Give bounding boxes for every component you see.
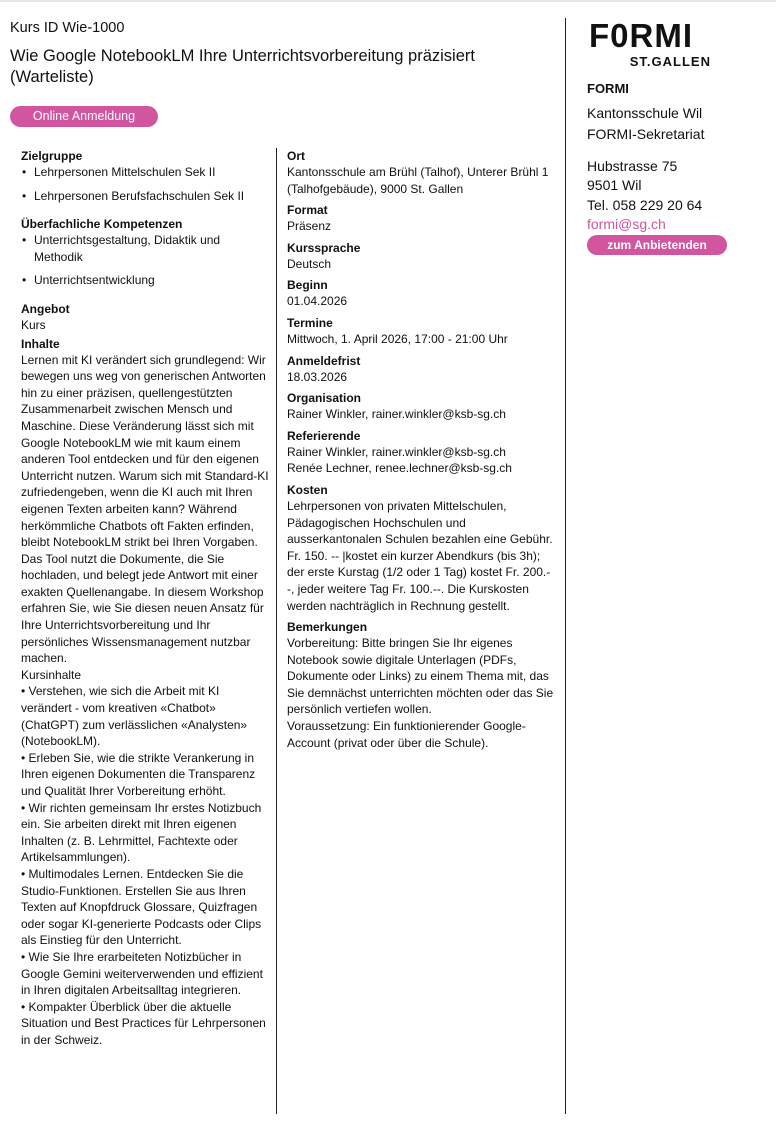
list-item: • Lehrpersonen Berufsfachschulen Sek II: [21, 188, 269, 205]
content-heading: Inhalte: [21, 336, 60, 351]
deadline-value: 18.03.2026: [287, 369, 348, 384]
sidebar-divider: [565, 18, 566, 1114]
logo-wordmark: F0RMI: [589, 17, 693, 54]
target-group-list: [21, 164, 269, 204]
list-item: • Unterrichtsgestaltung, Didaktik und Methodik: [21, 232, 269, 265]
deadline-heading: Anmeldefrist: [287, 353, 361, 368]
to-provider-button[interactable]: zum Anbietenden: [587, 235, 727, 255]
competences-heading: Überfachliche Kompetenzen: [21, 217, 183, 232]
list-item: • Lehrpersonen Mittelschulen Sek II: [21, 164, 269, 181]
top-border: [0, 0, 776, 2]
competences-list: [21, 232, 269, 289]
format-heading: Format: [287, 203, 328, 218]
dates-heading: Termine: [287, 315, 333, 330]
start-heading: Beginn: [287, 278, 328, 293]
column-divider: [276, 148, 277, 1114]
language-heading: Kurssprache: [287, 240, 361, 255]
speakers-value: Rainer Winkler, rainer.winkler@ksb-sg.ch Renée Lechner, renee.lechner@ksb-sg.ch: [287, 444, 512, 476]
location-value: Kantonsschule am Brühl (Talhof), Unterer Brühl 1 (Talhofgebäude), 9000 St. Gallen: [287, 165, 549, 196]
language-value: Deutsch: [287, 256, 332, 271]
provider-address: Hubstrasse 75 9501 Wil: [587, 158, 678, 193]
remarks-heading: Bemerkungen: [287, 620, 368, 635]
costs-heading: Kosten: [287, 482, 328, 497]
content-text: Lernen mit KI verändert sich grundlegend: Wir bewegen uns weg von generischen Antworten hin zu einer präzisen, quellengestützten Zusammenarbeit zwischen Mensch und Maschine. Diese Veränderung lässt sich mit Google NotebookLM wie mit kaum einem anderen Tool entdecken und für den eigenen Unterricht nutzen. Warum sich mit Standard-KI zufriedengeben, wenn die KI auch mit Ihren eigenen Texten arbeiten kann? Während herkömmliche Chatbots oft Fakten erfinden, bleibt NotebookLM strikt bei Ihren Vorgaben. Das Tool nutzt die Dokumente, die Sie hochladen, und belegt jede Antwort mit einer exakten Quellenangabe. In diesem Workshop erfahren Sie, wie Sie diesen neuen Ansatz für Ihre Unterrichtsvorbereitung und Ihr persönliches Wissensmanagement nutzbar machen. Kursinhalte • Verstehen, wie sich die Arbeit mit KI verändert - vom kreativen «Chatbot» (ChatGPT) zum verlässlichen «Analysten» (NotebookLM). • Erleben Sie, wie die strikte Verankerung in Ihren eigenen Dokumenten die Transparenz und Qualität Ihrer Vorbereitung erhöht. • Wir richten gemeinsam Ihr erstes Notizbuch ein. Sie arbeiten direkt mit Ihren eigenen Inhalten (z. B. Lehrmittel, Fachtexte oder Artikelsammlungen). • Multimodales Lernen. Entdecken Sie die Studio-Funktionen. Erstellen Sie aus Ihren Texten auf Knopfdruck Glossare, Quizfragen oder sogar KI-generierte Podcasts oder Clips als Einstieg für den Unterricht. • Wie Sie Ihre erarbeiteten Notizbücher in Google Gemini weiterverwenden und effizient in Ihren digitalen Arbeitsalltag integrieren. • Kompakter Überblick über die aktuelle Situation und Best Practices für Lehrpersonen in der Schweiz.: [21, 352, 269, 1047]
course-id: Kurs ID Wie-1000: [10, 20, 125, 36]
course-details-left: [21, 148, 269, 1049]
page-title: Wie Google NotebookLM Ihre Unterrichtsvorbereitung präzisiert (Warteliste): [10, 47, 475, 86]
provider-email-link[interactable]: formi@sg.ch: [587, 216, 666, 232]
offer-value: Kurs: [21, 317, 46, 332]
target-group-heading: Zielgruppe: [21, 149, 83, 163]
online-signup-button[interactable]: Online Anmeldung: [10, 106, 158, 127]
remarks-value: Vorbereitung: Bitte bringen Sie Ihr eigenes Notebook sowie digitale Unterlagen (PDFs, Dokumente oder Links) zu einem Thema mit, das Sie demnächst unterrichten möchten oder das Sie persönlich vertiefen wollen. Voraussetzung: Ein funktionierender Google-Account (privat oder über die Schule).: [287, 636, 554, 750]
dates-value: Mittwoch, 1. April 2026, 17:00 - 21:00 Uhr: [287, 331, 508, 346]
provider-lines: Kantonsschule Wil FORMI-Sekretariat: [587, 105, 705, 142]
format-value: Präsenz: [287, 219, 332, 234]
list-item: • Unterrichtsentwicklung: [21, 272, 269, 289]
logo-subtitle: ST.GALLEN: [629, 54, 711, 69]
costs-value: Lehrpersonen von privaten Mittelschulen, Pädagogischen Hochschulen und ausserkantonalen Schulen bezahlen eine Gebühr. Fr. 150. -- |kostet ein kurzer Abendkurs (bis 3h); der erste Kurstag (1/2 oder 1 Tag) kostet Fr. 200.--, jeder weitere Tag Fr. 100.--. Die Kurskosten werden nachträglich in Rechnung gestellt.: [287, 498, 553, 613]
formi-logo: [589, 17, 711, 69]
organisation-value: Rainer Winkler, rainer.winkler@ksb-sg.ch: [287, 407, 506, 422]
provider-phone: Tel. 058 229 20 64: [587, 197, 703, 213]
offer-heading: Angebot: [21, 301, 70, 316]
speakers-heading: Referierende: [287, 428, 361, 443]
location-heading: Ort: [287, 149, 305, 163]
organisation-heading: Organisation: [287, 391, 362, 406]
start-value: 01.04.2026: [287, 294, 348, 309]
course-details-middle: [287, 148, 557, 751]
provider-name: FORMI: [587, 81, 629, 96]
